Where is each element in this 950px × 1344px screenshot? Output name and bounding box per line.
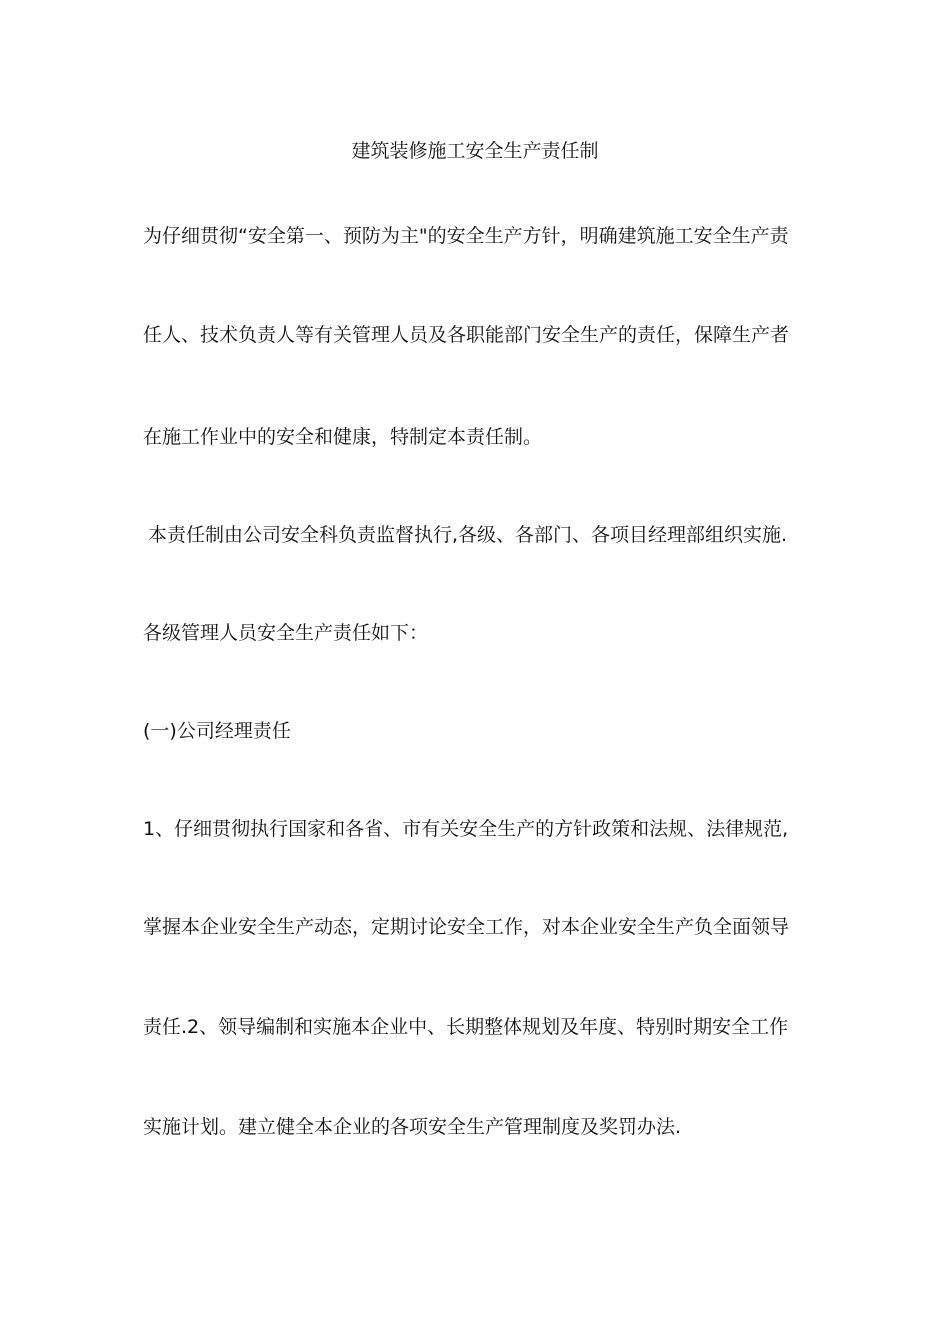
section-heading: (一)公司经理责任 — [143, 720, 291, 742]
body-line: 实施计划。建立健全本企业的各项安全生产管理制度及奖罚办法. — [143, 1116, 682, 1138]
body-line: 掌握本企业安全生产动态，定期讨论安全工作，对本企业安全生产负全面领导 — [143, 916, 790, 938]
body-line: 为仔细贯彻“安全第一、预防为主"的安全生产方针，明确建筑施工安全生产责 — [143, 225, 789, 247]
body-line: 本责任制由公司安全科负责监督执行,各级、各部门、各项目经理部组织实施. — [148, 524, 788, 546]
body-line: 责任.2、领导编制和实施本企业中、长期整体规划及年度、特别时期安全工作 — [143, 1016, 789, 1038]
document-title: 建筑装修施工安全生产责任制 — [351, 140, 599, 162]
body-line: 在施工作业中的安全和健康，特制定本责任制。 — [143, 426, 543, 448]
body-line: 各级管理人员安全生产责任如下： — [143, 622, 429, 644]
body-line: 任人、技术负责人等有关管理人员及各职能部门安全生产的责任，保障生产者 — [143, 324, 790, 346]
body-line: 1、仔细贯彻执行国家和各省、市有关安全生产的方针政策和法规、法律规范, — [143, 818, 789, 840]
